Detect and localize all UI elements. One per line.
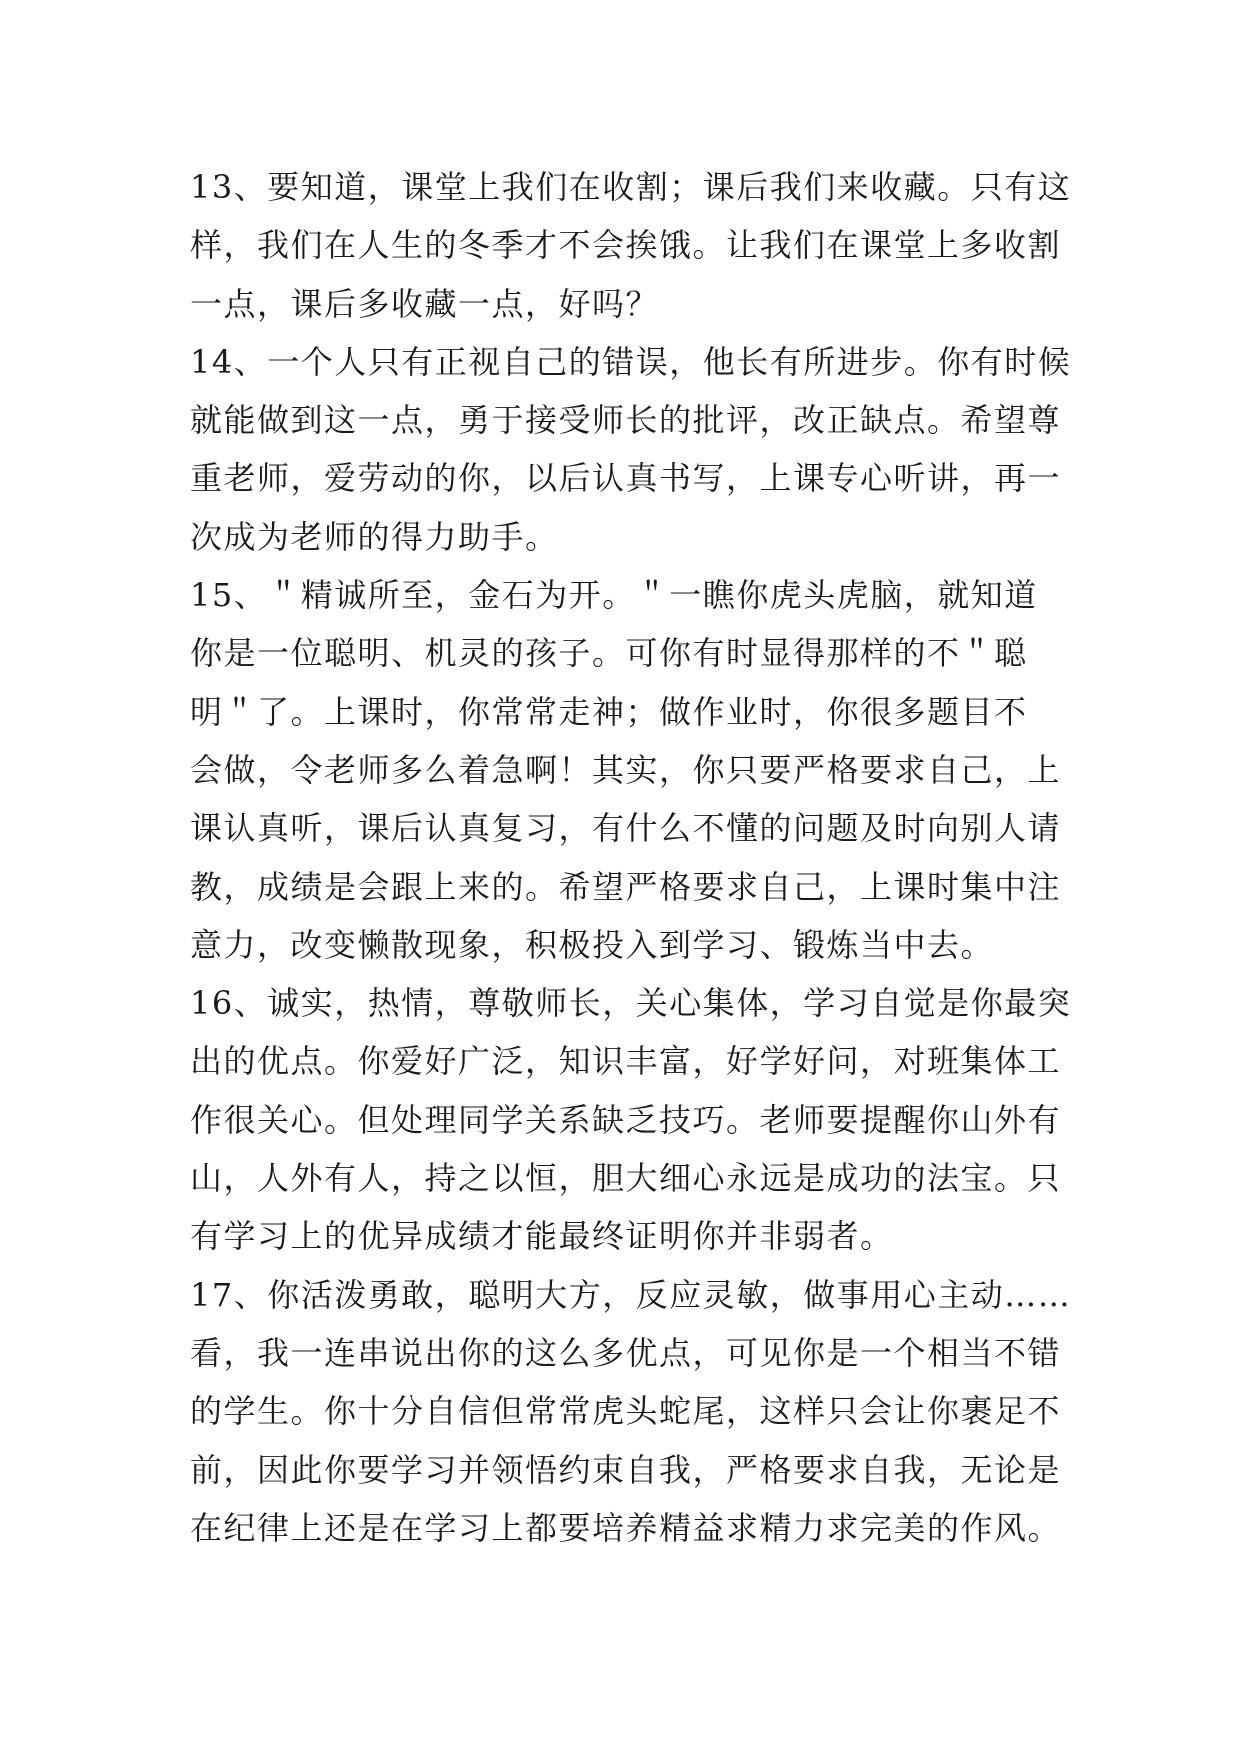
text-line: 前，因此你要学习并领悟约束自我，严格要求自我，无论是 [190,1450,1062,1489]
text-line: 山，人外有人，持之以恒，胆大细心永远是成功的法宝。只 [190,1159,1062,1198]
text-line: 有学习上的优异成绩才能最终证明你并非弱者。 [190,1217,894,1256]
text-line: 样，我们在人生的冬季才不会挨饿。让我们在课堂上多收割 [190,226,1062,265]
text-line: 看，我一连串说出你的这么多优点，可见你是一个相当不错 [190,1333,1062,1372]
text-line: 次成为老师的得力助手。 [190,517,559,556]
text-line: 13、要知道，课堂上我们在收割；课后我们来收藏。只有这 [190,168,1072,206]
text-line: 意力，改变懒散现象，积极投入到学习、锻炼当中去。 [190,925,995,964]
text-line: 14、一个人只有正视自己的错误，他长有所进步。你有时候 [190,342,1072,381]
text-line: 重老师，爱劳动的你，以后认真书写，上课专心听讲，再一 [190,459,1062,498]
text-line: 作很关心。但处理同学关系缺乏技巧。老师要提醒你山外有 [190,1100,1062,1139]
text-line: 一点，课后多收藏一点，好吗？ [190,284,660,323]
text-line: 课认真听，课后认真复习，有什么不懂的问题及时向别人请 [190,809,1062,848]
text-line: 17、你活泼勇敢，聪明大方，反应灵敏，做事用心主动…… [190,1275,1072,1314]
text-line: 会做，令老师多么着急啊！其实，你只要严格要求自己，上 [190,750,1062,789]
text-line: 在纪律上还是在学习上都要培养精益求精力求完美的作风。 [190,1508,1062,1547]
text-line: 出的优点。你爱好广泛，知识丰富，好学好问，对班集体工 [190,1042,1062,1081]
text-line: 就能做到这一点，勇于接受师长的批评，改正缺点。希望尊 [190,401,1062,440]
text-line: 明＂了。上课时，你常常走神；做作业时，你很多题目不 [190,692,1028,731]
text-line: 教，成绩是会跟上来的。希望严格要求自己，上课时集中注 [190,867,1062,906]
text-line: 你是一位聪明、机灵的孩子。可你有时显得那样的不＂聪 [190,634,1028,673]
text-line: 15、＂精诚所至，金石为开。＂一瞧你虎头虎脑，就知道 [190,576,1038,615]
text-line: 的学生。你十分自信但常常虎头蛇尾，这样只会让你裹足不 [190,1392,1062,1431]
document-body [190,158,1070,1557]
text-line: 16、诚实，热情，尊敬师长，关心集体，学习自觉是你最突 [190,984,1072,1023]
